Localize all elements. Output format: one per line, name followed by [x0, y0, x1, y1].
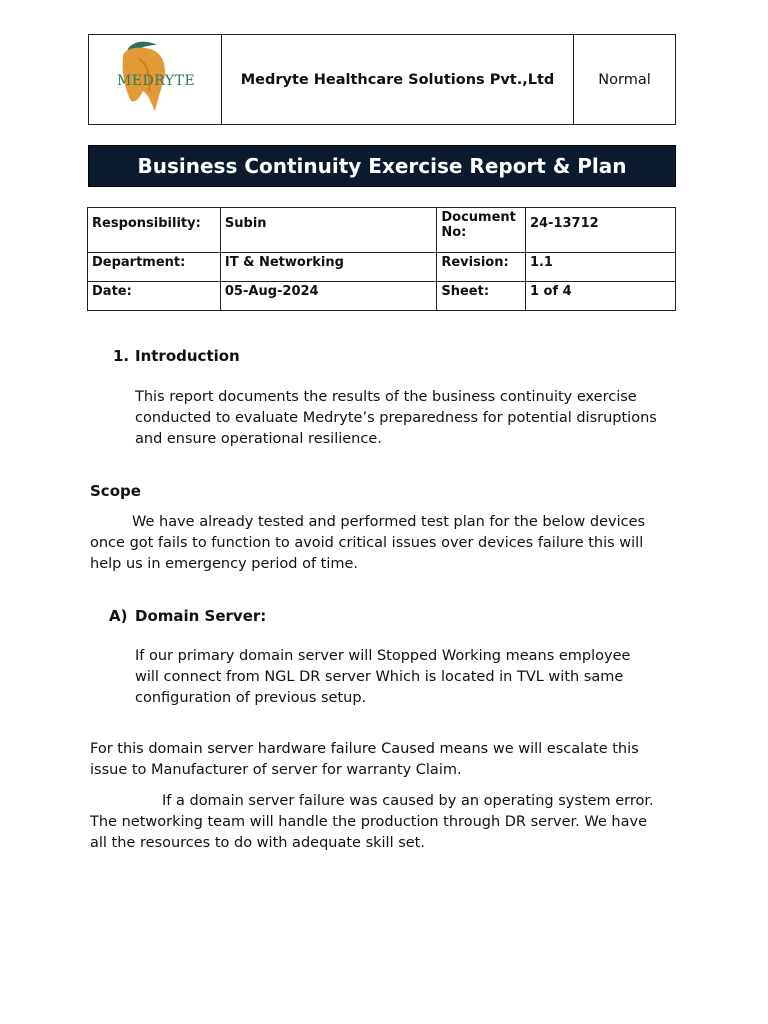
domain-paragraph-1: [135, 646, 630, 709]
domain-paragraph-3: [90, 791, 654, 854]
document-header: [88, 34, 676, 125]
date-value: 05-Aug-2024: [220, 282, 436, 311]
sheet-label: Sheet:: [437, 282, 526, 311]
logo-cell: [89, 35, 222, 124]
scope-paragraph: [90, 512, 645, 575]
responsibility-label: Responsibility:: [88, 208, 221, 253]
docno-label: Document No:: [437, 208, 526, 253]
text-line: configuration of previous setup.: [135, 690, 367, 706]
docno-value: 24-13712: [525, 208, 675, 253]
department-label: Department:: [88, 253, 221, 282]
text-line: For this domain server hardware failure Caused means we will escalate this: [90, 741, 639, 757]
text-line: The networking team will handle the production through DR server. We have: [90, 814, 647, 830]
department-value: IT & Networking: [220, 253, 436, 282]
text-line: If a domain server failure was caused by an operating system error.: [162, 793, 654, 809]
domain-paragraph-2: [90, 739, 639, 781]
classification-label: Normal: [598, 71, 651, 88]
document-title: Business Continuity Exercise Report & Plan: [88, 145, 676, 187]
text-line: We have already tested and performed test plan for the below devices: [132, 514, 646, 530]
domain-heading: Domain Server:: [135, 607, 267, 625]
text-line: This report documents the results of the business continuity exercise: [135, 389, 637, 405]
revision-value: 1.1: [525, 253, 675, 282]
text-line: help us in emergency period of time.: [90, 556, 359, 572]
text-line: issue to Manufacturer of server for warranty Claim.: [90, 762, 462, 778]
document-meta-table: [87, 207, 676, 311]
responsibility-value: Subin: [220, 208, 436, 253]
text-line: once got fails to function to avoid critical issues over devices failure this will: [90, 535, 644, 551]
date-label: Date:: [88, 282, 221, 311]
table-row: [88, 208, 676, 253]
text-line: will connect from NGL DR server Which is located in TVL with same: [135, 669, 624, 685]
revision-label: Revision:: [437, 253, 526, 282]
intro-paragraph: [135, 387, 657, 450]
text-line: If our primary domain server will Stopped Working means employee: [135, 648, 631, 664]
table-row: [88, 282, 676, 311]
logo-text: MEDRYTE: [117, 73, 196, 89]
scope-heading: Scope: [90, 482, 141, 500]
company-name: Medryte Healthcare Solutions Pvt.,Ltd: [222, 35, 574, 124]
text-line: conducted to evaluate Medryte’s preparedness for potential disruptions: [135, 410, 657, 426]
sheet-value: 1 of 4: [525, 282, 675, 311]
table-row: [88, 253, 676, 282]
intro-number: 1.: [113, 347, 130, 365]
intro-heading: Introduction: [135, 347, 240, 365]
text-line: and ensure operational resilience.: [135, 431, 382, 447]
text-line: all the resources to do with adequate skill set.: [90, 835, 425, 851]
domain-marker: A): [109, 607, 128, 625]
